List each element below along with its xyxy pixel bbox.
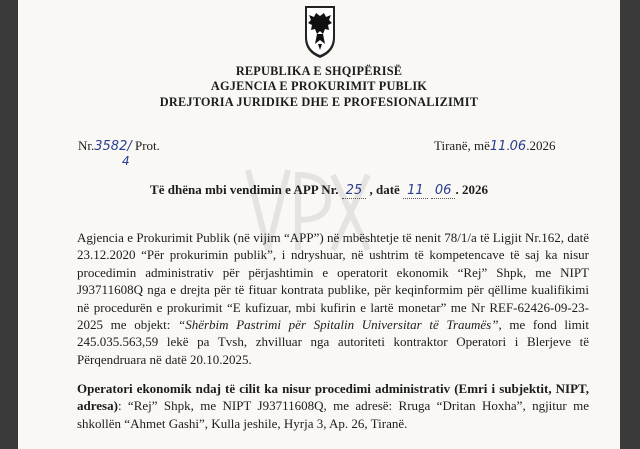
protocol-handwritten-sub: 4 (122, 154, 130, 168)
operator-label: Operatori ekonomik ndaj të cilit ka nisur procedimi administrativ (Emri i subjektit, NIPT, adresa) (77, 381, 589, 414)
body-paragraph-procedure: Agjencia e Prokurimit Publik (në vijim “APP”) në mbështetje të nenit 78/1/a të Ligjit Nr.162, datë 23.12.2020 “Për prokurimin publik”, i ndryshuar, në ushtrim të kompetencave të saj ka nisur procedimin administrativ për përjashtimin e operatorit ekonomik “Rej” Shpk, me NIPT J93711608Q nga e drejta për të fituar kontrata publike, për keqinformim për qëllime kualifikimi në procedurën e prokurimit “E kufizuar, mbi kufirin e lartë monetar” me Nr REF-62426-09-23-2025 me objekt: “Shërbim Pastrimi për Spitalin Universitar të Traumës”, me fond limit 245.035.563,59 lekë pa Tvsh, zhvilluar nga autoriteti kontraktor Operatori i Blerjeve të Përqendruara në datë 20.10.2025. (77, 230, 589, 367)
header-country: REPUBLIKA E SHQIPËRISË (235, 64, 403, 78)
document-date: Tiranë, më11.06.2026 (434, 138, 556, 154)
document-page (18, 0, 620, 449)
header-agency: AGJENCIA E PROKURIMIT PUBLIK (210, 79, 428, 93)
eagle-emblem-icon (302, 4, 338, 60)
date-handwritten-day: 11 (489, 139, 507, 154)
date-handwritten-month: 06 (509, 139, 527, 154)
decision-handwritten-month: 06 (431, 183, 456, 199)
header-directorate: DREJTORIA JURIDIKE DHE E PROFESIONALIZIMIT (159, 95, 479, 109)
decision-title: Të dhëna mbi vendimin e APP Nr. 25 , datë 11 06 . 2026 (150, 182, 488, 198)
protocol-number: Nr.3582/ Prot. (78, 138, 160, 154)
decision-handwritten-day: 11 (403, 183, 428, 199)
decision-handwritten-number: 25 (342, 183, 367, 199)
procurement-object: “Shërbim Pastrimi për Spitalin Universitar të Traumës” (178, 317, 499, 333)
protocol-handwritten-number: 3582/ (94, 139, 132, 154)
body-paragraph-operator: Operatori ekonomik ndaj të cilit ka nisur procedimi administrativ (Emri i subjektit, NIPT, adresa): “Rej” Shpk, me NIPT J93711608Q, me adresë: Rruga “Dritan Hoxha”, ngjitur me shkollën “Ahmet Gashi”, Kulla jeshile, Hyrja 3, Ap. 26, Tiranë. (77, 381, 589, 431)
